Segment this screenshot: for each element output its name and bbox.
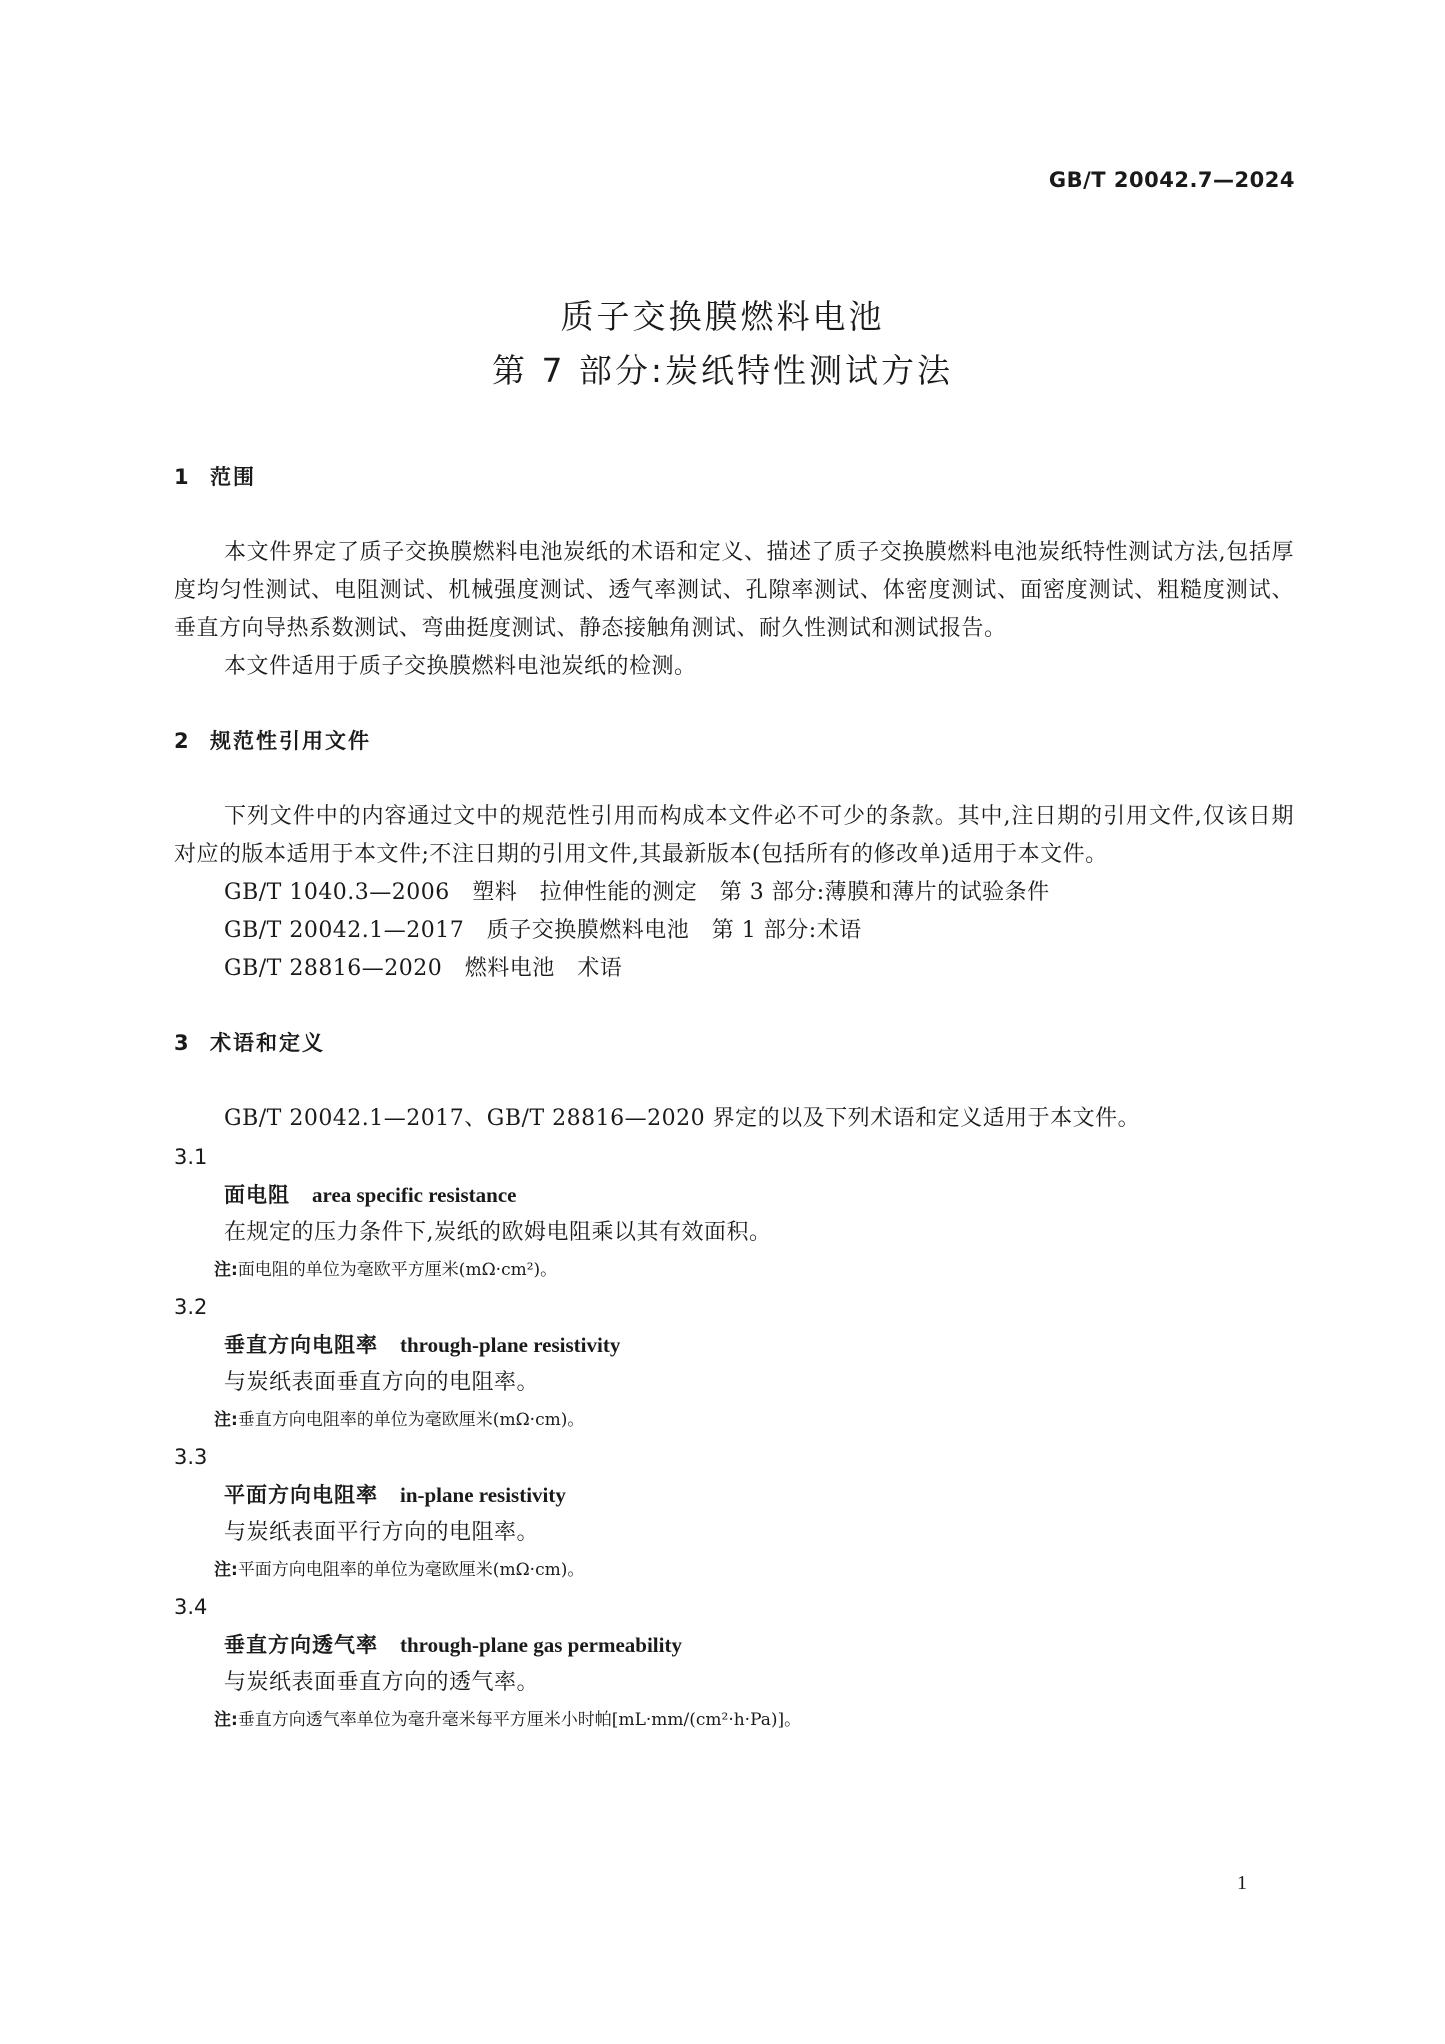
term-entry: [174, 1588, 1294, 1738]
term-number: 3.4: [174, 1595, 208, 1619]
term-number: 3.2: [174, 1295, 208, 1319]
section-heading-terms: [174, 1028, 1294, 1058]
note-text: 垂直方向电阻率的单位为毫欧厘米(mΩ·cm)。: [237, 1410, 585, 1430]
term-number: 3.3: [174, 1445, 208, 1469]
section-title: 范围: [210, 465, 256, 489]
term-title: [174, 1326, 1294, 1364]
term-en: area specific resistance: [312, 1183, 517, 1207]
normative-refs-intro: 下列文件中的内容通过文中的规范性引用而构成本文件必不可少的条款。其中,注日期的引用文件,仅该日期对应的版本适用于本文件;不注日期的引用文件,其最新版本(包括所有的修改单)适用于本文件。: [174, 804, 1294, 867]
section-number: 2: [174, 729, 191, 753]
note-label: 注:: [214, 1560, 238, 1580]
term-title: [174, 1176, 1294, 1214]
title-line-2: 第 7 部分:炭纸特性测试方法: [491, 351, 954, 390]
term-en: in-plane resistivity: [400, 1483, 566, 1507]
term-definition: 与炭纸表面垂直方向的透气率。: [224, 1670, 540, 1695]
term-en: through-plane gas permeability: [400, 1633, 682, 1657]
term-title: [174, 1476, 1294, 1514]
term-note: [174, 1252, 1294, 1288]
section-title: 术语和定义: [210, 1031, 325, 1055]
note-text: 平面方向电阻率的单位为毫欧厘米(mΩ·cm)。: [237, 1560, 585, 1580]
term-entry: [174, 1138, 1294, 1288]
term-zh: 垂直方向电阻率: [224, 1333, 378, 1357]
section-number: 1: [174, 465, 191, 489]
title-line-1: 质子交换膜燃料电池: [560, 297, 885, 336]
note-text: 垂直方向透气率单位为毫升毫米每平方厘米小时帕[mL·mm/(cm²·h·Pa)]。: [237, 1710, 802, 1730]
section-number: 3: [174, 1031, 191, 1055]
standard-code: GB/T 20042.7—2024: [1048, 168, 1295, 192]
document-title: [0, 290, 1445, 398]
term-note: [174, 1402, 1294, 1438]
term-zh: 面电阻: [224, 1183, 290, 1207]
scope-paragraph-1: 本文件界定了质子交换膜燃料电池炭纸的术语和定义、描述了质子交换膜燃料电池炭纸特性测试方法,包括厚度均匀性测试、电阻测试、机械强度测试、透气率测试、孔隙率测试、体密度测试、面密度测试、粗糙度测试、垂直方向导热系数测试、弯曲挺度测试、静态接触角测试、耐久性测试和测试报告。: [174, 540, 1294, 641]
term-number: 3.1: [174, 1145, 208, 1169]
term-zh: 平面方向电阻率: [224, 1483, 378, 1507]
note-label: 注:: [214, 1410, 238, 1430]
term-definition: 与炭纸表面垂直方向的电阻率。: [224, 1370, 540, 1395]
page-number: 1: [1237, 1872, 1247, 1894]
term-note: [174, 1552, 1294, 1588]
term-entry: [174, 1438, 1294, 1588]
reference-item: GB/T 1040.3—2006 塑料 拉伸性能的测定 第 3 部分:薄膜和薄片的试验条件: [224, 880, 1050, 905]
term-note: [174, 1702, 1294, 1738]
term-entry: [174, 1288, 1294, 1438]
note-label: 注:: [214, 1260, 238, 1280]
document-body: [174, 462, 1294, 1738]
section-title: 规范性引用文件: [210, 729, 371, 753]
term-en: through-plane resistivity: [400, 1333, 621, 1357]
section-heading-normative-refs: [174, 726, 1294, 756]
terms-intro: GB/T 20042.1—2017、GB/T 28816—2020 界定的以及下列术语和定义适用于本文件。: [224, 1106, 1141, 1131]
section-heading-scope: [174, 462, 1294, 492]
scope-paragraph-2: 本文件适用于质子交换膜燃料电池炭纸的检测。: [224, 654, 697, 679]
note-label: 注:: [214, 1710, 238, 1730]
reference-item: GB/T 28816—2020 燃料电池 术语: [224, 956, 623, 981]
term-zh: 垂直方向透气率: [224, 1633, 378, 1657]
term-definition: 在规定的压力条件下,炭纸的欧姆电阻乘以其有效面积。: [224, 1220, 772, 1245]
note-text: 面电阻的单位为毫欧平方厘米(mΩ·cm²)。: [237, 1260, 558, 1280]
term-definition: 与炭纸表面平行方向的电阻率。: [224, 1520, 540, 1545]
reference-item: GB/T 20042.1—2017 质子交换膜燃料电池 第 1 部分:术语: [224, 918, 862, 943]
term-title: [174, 1626, 1294, 1664]
